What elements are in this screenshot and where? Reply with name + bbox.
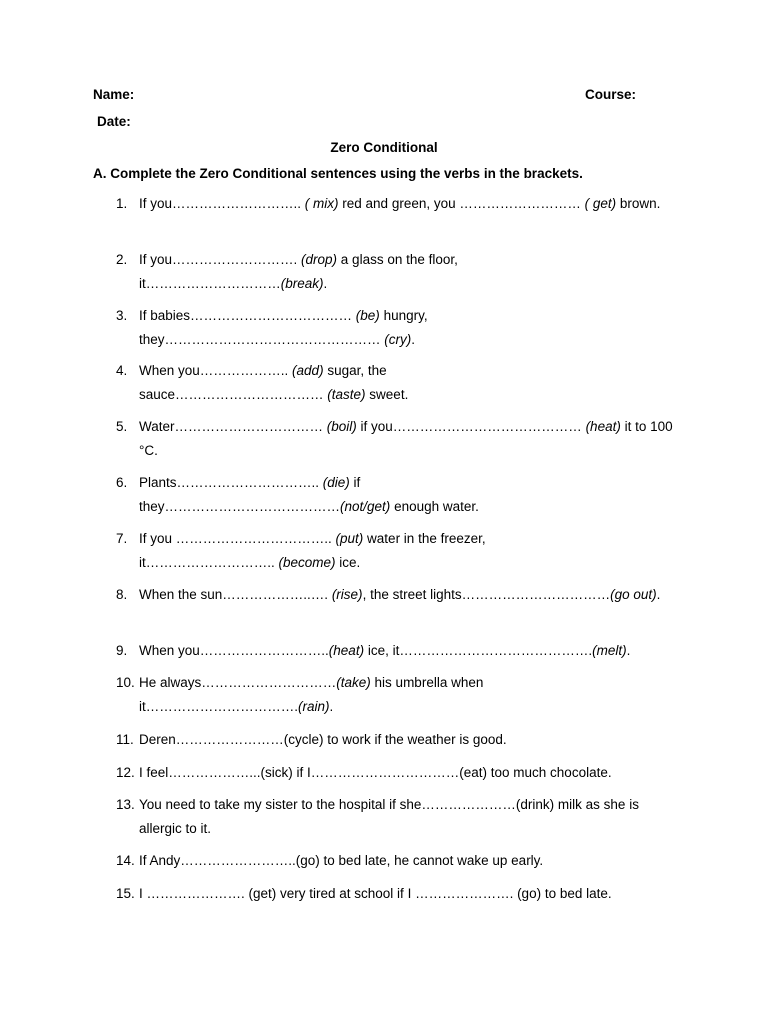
sentence-fragment: I feel………………...(sick) if I……………………………(eat) too much chocolate. [139,765,612,780]
sentence-fragment: enough water. [390,498,479,514]
item-number: 10. [116,675,135,690]
verb-hint: (melt) [592,643,627,658]
worksheet-title: Zero Conditional [330,140,438,155]
item-number: 5. [116,419,128,434]
verb-hint: (go out) [610,587,657,602]
sentence-fragment: Deren……………………(cycle) to work if the weather is good. [139,732,507,747]
exercise-item [116,639,676,663]
item-sentence [139,849,676,873]
sentence-fragment: He always………………………… [139,675,337,690]
item-sentence [139,882,676,906]
sentence-fragment: it……………………………. [139,698,299,714]
item-number: 12. [116,765,135,780]
exercise-item [116,728,676,752]
item-sentence [139,583,676,607]
verb-hint: (break) [280,275,324,291]
verb-hint: (heat) [328,643,365,658]
course-label: Course: [585,87,637,102]
sentence-fragment: it………………………… [139,275,281,291]
item-sentence [139,248,676,295]
sentence-fragment: . [323,275,328,291]
sentence-fragment: ice, it……………………………………. [364,643,593,658]
verb-hint: (boil) [326,419,357,434]
instruction-heading: A. Complete the Zero Conditional sentences using the verbs in the brackets. [93,166,583,181]
sentence-fragment: , the street lights…………………………… [362,587,611,602]
item-sentence [139,639,676,663]
item-number: 14. [116,853,135,868]
sentence-fragment: if you…………………………………… [356,419,586,434]
sentence-fragment: hungry, [379,308,428,323]
verb-hint: (taste) [327,386,366,402]
item-number: 9. [116,643,128,658]
sentence-fragment: ice. [335,554,361,570]
exercise-item [116,415,676,462]
sentence-fragment: Plants………………………….. [139,475,323,490]
item-sentence [139,793,676,840]
exercise-item [116,671,676,718]
sentence-fragment: If Andy……………………..(go) to bed late, he cannot wake up early. [139,853,544,868]
sentence-fragment: they………………………………………… [139,331,385,347]
verb-hint: (rain) [298,698,330,714]
sentence-fragment: If babies……………………………… [139,308,356,323]
item-number: 6. [116,475,128,490]
item-sentence [139,761,676,785]
sentence-fragment: a glass on the floor, [337,252,458,267]
sentence-fragment: When you……………….. [139,363,293,378]
verb-hint: ( get) [584,196,617,211]
verb-hint: (be) [355,308,380,323]
verb-hint: (put) [335,531,364,546]
verb-hint: (become) [278,554,336,570]
exercise-item [116,471,676,518]
item-number: 11. [116,732,134,747]
sentence-fragment: if [349,475,361,490]
sentence-fragment: it to 100 °C. [139,419,673,458]
item-number: 4. [116,363,128,378]
item-sentence [139,359,676,406]
sentence-fragment: sweet. [365,386,409,402]
sentence-fragment: If you……………………….. [139,196,305,211]
sentence-fragment: brown. [616,196,661,211]
item-number: 7. [116,531,128,546]
sentence-fragment: I …………………. (get) very tired at school if I …………………. (go) to bed late. [139,886,612,901]
item-number: 3. [116,308,128,323]
verb-hint: (heat) [585,419,621,434]
verb-hint: (drop) [301,252,338,267]
sentence-fragment: sugar, the [323,363,387,378]
exercise-item [116,304,676,351]
exercise-item [116,849,676,873]
exercise-item [116,192,676,216]
sentence-fragment: You need to take my sister to the hospital if she…………………(drink) milk as she is allergic to it. [139,797,639,836]
sentence-fragment: . [411,331,416,347]
sentence-fragment: . [626,643,631,658]
sentence-fragment: When you……………………….. [139,643,329,658]
verb-hint: ( mix) [304,196,339,211]
item-number: 1. [116,196,128,211]
item-sentence [139,192,676,216]
exercise-item [116,583,676,607]
sentence-fragment: If you………………………. [139,252,302,267]
item-sentence [139,471,676,518]
sentence-fragment: . [656,587,661,602]
exercise-item [116,248,676,295]
item-number: 8. [116,587,128,602]
item-number: 13. [116,797,135,812]
verb-hint: (rise) [331,587,363,602]
exercise-item [116,882,676,906]
sentence-fragment: If you …………………………….. [139,531,336,546]
exercise-item [116,527,676,574]
sentence-fragment: red and green, you ……………………… [338,196,585,211]
item-sentence [139,527,676,574]
verb-hint: (cry) [384,331,412,347]
name-label: Name: [93,87,135,102]
sentence-fragment: water in the freezer, [363,531,486,546]
verb-hint: (not/get) [340,498,391,514]
sentence-fragment: . [329,698,334,714]
verb-hint: (take) [336,675,371,690]
verb-hint: (die) [322,475,350,490]
sentence-fragment: his umbrella when [370,675,484,690]
date-label: Date: [97,114,131,129]
sentence-fragment: it……………………….. [139,554,279,570]
item-sentence [139,728,676,752]
sentence-fragment: they………………………………… [139,498,341,514]
item-sentence [139,415,676,462]
item-sentence [139,304,676,351]
sentence-fragment: Water…………………………… [139,419,327,434]
sentence-fragment: When the sun………………..…. [139,587,332,602]
item-number: 15. [116,886,135,901]
verb-hint: (add) [292,363,324,378]
item-number: 2. [116,252,128,267]
exercise-item [116,793,676,840]
sentence-fragment: sauce…………………………… [139,386,328,402]
exercise-item [116,359,676,406]
exercise-item [116,761,676,785]
item-sentence [139,671,676,718]
